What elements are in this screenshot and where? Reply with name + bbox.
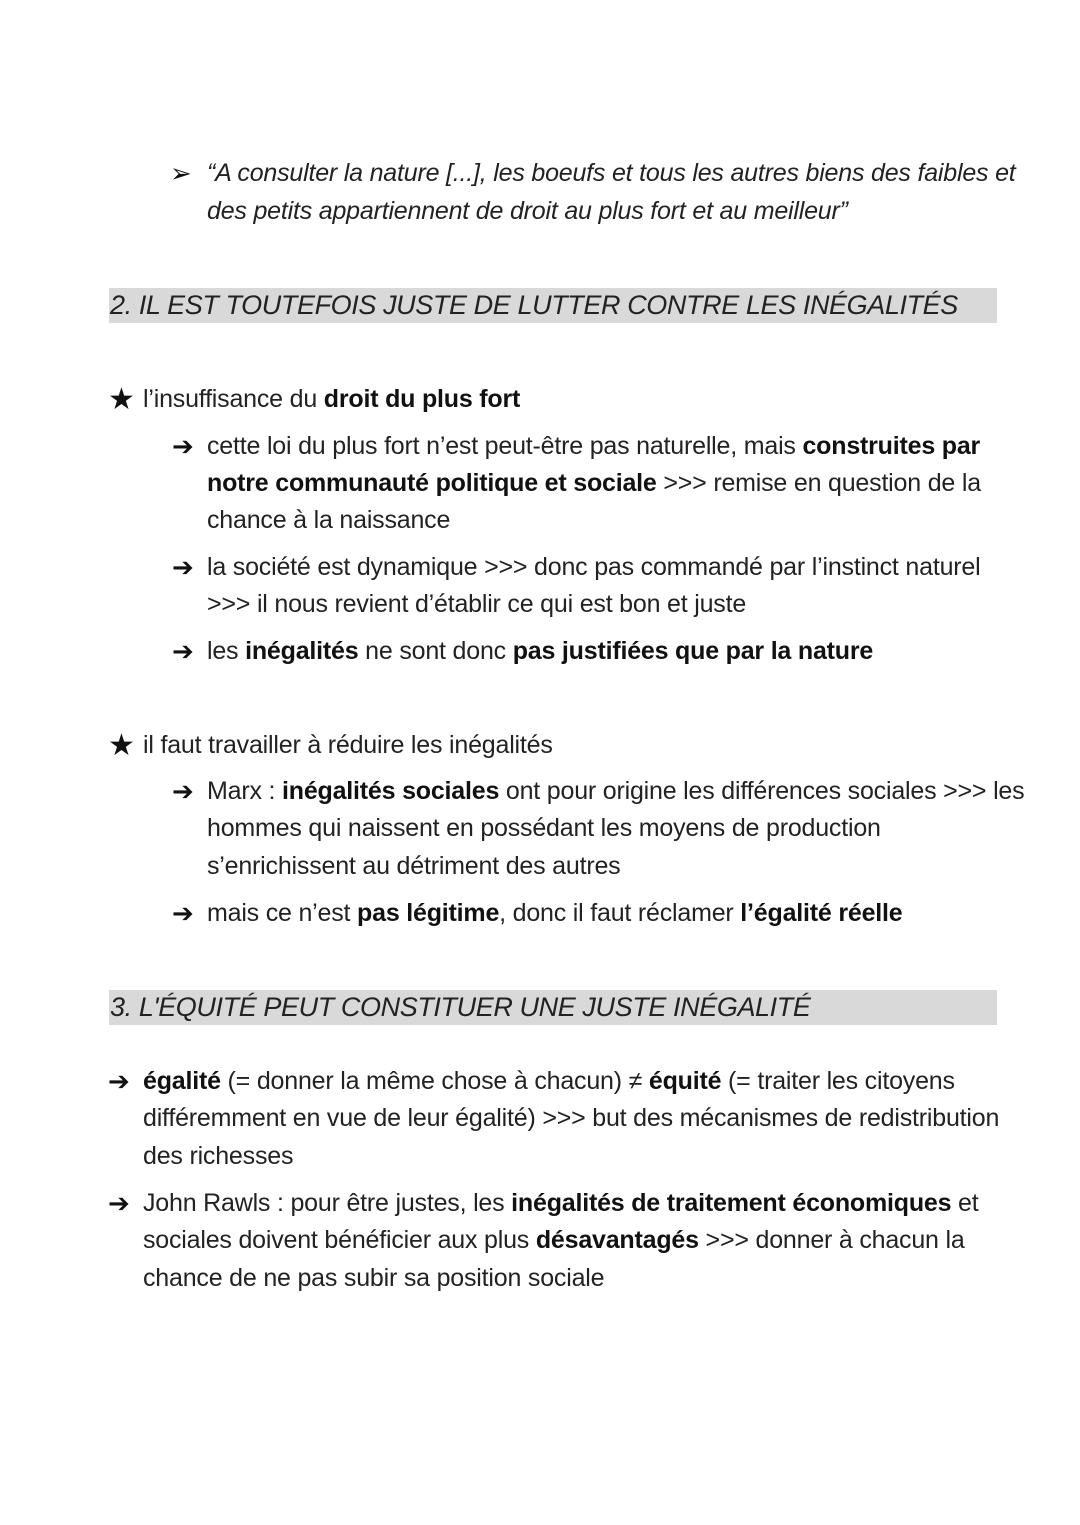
bold-run: construites par — [802, 432, 981, 460]
text-run: sociales doivent bénéficier aux plus — [143, 1226, 536, 1254]
section-3-bullet-2-line-2 — [143, 1222, 965, 1259]
section-3-bullet-2-line-1 — [143, 1185, 979, 1222]
right-arrow-icon: ➔ — [108, 1188, 130, 1218]
right-arrow-icon: ➔ — [172, 431, 194, 461]
point-2-bullet-1-line-2: hommes qui naissent en possédant les moyens de production — [207, 814, 881, 842]
text-run: Marx : — [207, 777, 282, 805]
quote-line-1: “A consulter la nature [...], les boeufs et tous les autres biens des faibles et — [207, 159, 1016, 187]
text-run: >>> donner à chacun la — [698, 1226, 965, 1254]
point-1-bullet-3 — [207, 633, 873, 670]
text-run: , donc il faut réclamer — [499, 899, 741, 927]
point-2-bullet-1-line-1 — [207, 773, 1024, 810]
text-run: ont pour origine les différences sociales >>> les — [499, 777, 1025, 805]
point-2-bullet-2 — [207, 895, 902, 932]
point-1-bullet-1-line-1 — [207, 428, 980, 465]
text-run: ne sont donc — [358, 637, 513, 665]
point-2-title: il faut travailler à réduire les inégalités — [143, 731, 553, 759]
section-2-heading: 2. IL EST TOUTEFOIS JUSTE DE LUTTER CONTRE LES INÉGALITÉS — [110, 290, 958, 320]
right-arrow-icon: ➔ — [172, 636, 194, 666]
point-1-bold: droit du plus fort — [323, 385, 521, 413]
text-run: John Rawls : pour être justes, les — [143, 1189, 512, 1217]
section-3-bullet-1-line-2: différemment en vue de leur égalité) >>> but des mécanismes de redistribution — [143, 1104, 1000, 1132]
arrowhead-bullet-icon: ➢ — [170, 158, 192, 188]
right-arrow-icon: ➔ — [172, 552, 194, 582]
bold-run: équité — [648, 1067, 722, 1095]
star-icon: ★ — [108, 383, 135, 416]
bold-run: inégalités sociales — [282, 777, 500, 805]
bold-run: égalité — [143, 1067, 221, 1095]
point-1-text: l’insuffisance du — [143, 385, 324, 413]
text-run: et — [951, 1189, 979, 1217]
point-1-bullet-1-line-3: chance à la naissance — [207, 506, 451, 534]
quote-line-2: des petits appartiennent de droit au plus fort et au meilleur” — [207, 197, 848, 225]
right-arrow-icon: ➔ — [172, 776, 194, 806]
section-3-heading: 3. L'ÉQUITÉ PEUT CONSTITUER UNE JUSTE INÉGALITÉ — [110, 992, 811, 1022]
section-3-bullet-1-line-1 — [143, 1063, 955, 1100]
point-1-bullet-2-line-1: la société est dynamique >>> donc pas commandé par l’instinct naturel — [207, 553, 981, 581]
point-1-title — [143, 381, 520, 418]
text-run: >>> remise en question de la — [656, 469, 981, 497]
bold-run: désavantagés — [535, 1226, 699, 1254]
section-3-bullet-2-line-3: chance de ne pas subir sa position sociale — [143, 1264, 605, 1292]
text-run: (= donner la même chose à chacun) ≠ — [220, 1067, 649, 1095]
right-arrow-icon: ➔ — [108, 1066, 130, 1096]
right-arrow-icon: ➔ — [172, 898, 194, 928]
text-run: cette loi du plus fort n’est peut-être pas naturelle, mais — [207, 432, 803, 460]
bold-run: inégalités — [245, 637, 359, 665]
bold-run: inégalités de traitement économiques — [511, 1189, 952, 1217]
star-icon: ★ — [108, 729, 135, 762]
bold-run: notre communauté politique et sociale — [207, 469, 657, 497]
section-3-bullet-1-line-3: des richesses — [143, 1142, 294, 1170]
point-1-bullet-2-line-2: >>> il nous revient d’établir ce qui est bon et juste — [207, 590, 747, 618]
point-1-bullet-1-line-2 — [207, 465, 981, 502]
bold-run: pas justifiées que par la nature — [512, 637, 874, 665]
text-run: mais ce n’est — [207, 899, 358, 927]
bold-run: pas légitime — [357, 899, 500, 927]
text-run: (= traiter les citoyens — [721, 1067, 955, 1095]
point-2-bullet-1-line-3: s’enrichissent au détriment des autres — [207, 852, 621, 880]
text-run: les — [207, 637, 246, 665]
bold-run: l’égalité réelle — [740, 899, 903, 927]
